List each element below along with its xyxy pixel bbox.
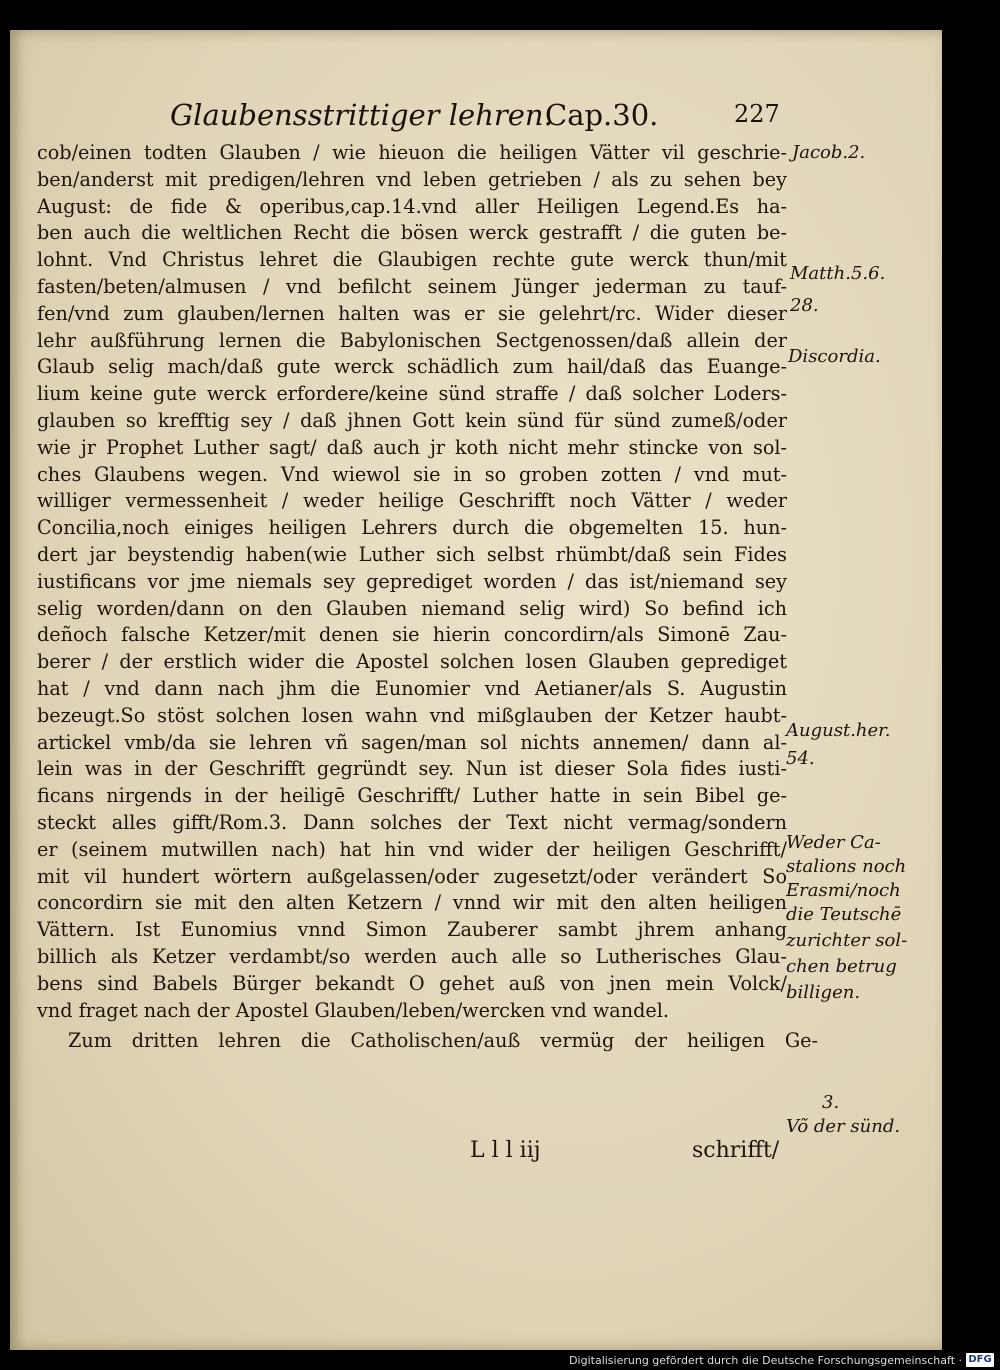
text-line: iustificans vor jme niemals sey geprediget worden / das ist/niemand sey xyxy=(37,569,787,593)
text-line: ficans nirgends in der heiligē Geschrifft/ Luther hatte in sein Bibel ge- xyxy=(37,784,787,808)
text-line: August: de fide & operibus,cap.14.vnd aller Heiligen Legend.Es ha- xyxy=(37,194,787,218)
text-line: Glaub selig mach/daß gute werck schädlich zum hail/daß das Euange- xyxy=(37,355,787,379)
text-line: ben auch die weltlichen Recht die bösen werck gestrafft / die guten be- xyxy=(37,221,787,245)
text-line: Vättern. Ist Eunomius vnnd Simon Zauberer sambt jhrem anhang xyxy=(37,918,787,942)
dfg-logo: DFG xyxy=(966,1353,994,1367)
text-line: cob/einen todten Glauben / wie hieuon die heiligen Vätter vil geschrie- xyxy=(37,141,787,164)
margin-note: zurichter sol- xyxy=(786,930,908,951)
text-line: steckt alles gifft/Rom.3. Dann solches der Text nicht vermag/sondern xyxy=(37,811,787,834)
chapter-heading: Cap.30. xyxy=(545,98,659,132)
page-header xyxy=(0,98,1000,138)
running-title: Glaubensstrittiger lehren. xyxy=(170,98,553,132)
text-line: lein was in der Geschrifft gegründt sey. Nun ist dieser Sola fides iusti- xyxy=(37,757,787,781)
margin-note: Jacob.2. xyxy=(792,142,866,163)
signature-mark: L l l iij xyxy=(470,1138,541,1163)
margin-note: 28. xyxy=(790,295,819,316)
text-line: er (seinem mutwillen nach) hat hin vnd wider der heiligen Geschrifft/ xyxy=(37,837,787,861)
margin-note: die Teutschē xyxy=(786,904,902,925)
text-line: billich als Ketzer verdambt/so werden auch alle so Lutherisches Glau- xyxy=(37,945,787,968)
margin-note: stalions noch xyxy=(786,856,907,877)
text-line: mit vil hundert wörtern außgelassen/oder zugesetzt/oder verändert So xyxy=(37,864,787,888)
text-line: wie jr Prophet Luther sagt/ daß auch jr koth nicht mehr stincke von sol- xyxy=(37,435,787,459)
margin-note: August.her. xyxy=(786,720,891,741)
text-line: glauben so krefftig sey / daß jhnen Gott kein sünd für sünd zumeß/oder xyxy=(37,409,787,432)
text-line: bezeugt.So stöst solchen losen wahn vnd mißglauben der Ketzer haubt- xyxy=(37,703,787,727)
margin-note: Võ der sünd. xyxy=(786,1116,901,1137)
text-line: Zum dritten lehren die Catholischen/auß vermüg der heiligen Ge- xyxy=(68,1029,818,1053)
margin-note: 3. xyxy=(822,1092,840,1113)
margin-note: chen betrug xyxy=(786,956,897,977)
margin-note: billigen. xyxy=(786,982,861,1003)
funding-notice: Digitalisierung gefördert durch die Deutsche Forschungsgemeinschaft · xyxy=(569,1354,962,1367)
text-line: lium keine gute werck erfordere/keine sünd straffe / daß solcher Loders- xyxy=(37,382,787,406)
catchword: schrifft/ xyxy=(692,1138,780,1163)
text-line: concordirn sie mit den alten Ketzern / vnnd wir mit den alten heiligen xyxy=(37,891,787,915)
text-line: bens sind Babels Bürger bekandt O gehet auß von jnen mein Volck/ xyxy=(37,971,787,995)
text-line: hat / vnd dann nach jhm die Eunomier vnd Aetianer/als S. Augustin xyxy=(37,677,787,700)
text-line: artickel vmb/da sie lehren vñ sagen/man sol nichts annemen/ dann al- xyxy=(37,730,787,754)
margin-note: 54. xyxy=(786,748,815,769)
margin-note: Discordia. xyxy=(788,346,881,367)
text-line: ches Glaubens wegen. Vnd wiewol sie in so groben zotten / vnd mut- xyxy=(37,462,787,486)
text-line: lehr außführung lernen die Babylonischen Sectgenossen/daß allein der xyxy=(37,328,787,352)
text-line: williger vermessenheit / weder heilige Geschrifft noch Vätter / weder xyxy=(37,489,787,513)
text-line: Concilia,noch einiges heiligen Lehrers durch die obgemelten 15. hun- xyxy=(37,516,787,540)
text-line: fasten/beten/almusen / vnd befilcht seinem Jünger jederman zu tauf- xyxy=(37,275,787,298)
text-line: vnd fraget nach der Apostel Glauben/leben/wercken vnd wandel. xyxy=(37,998,669,1022)
text-line: lohnt. Vnd Christus lehret die Glaubigen rechte gute werck thun/mit xyxy=(37,248,787,272)
text-line: selig worden/dann on den Glauben niemand selig wird) So befind ich xyxy=(37,596,787,620)
margin-note: Matth.5.6. xyxy=(790,263,886,284)
margin-note: Weder Ca- xyxy=(786,832,881,853)
text-line: berer / der erstlich wider die Apostel solchen losen Glauben geprediget xyxy=(37,650,787,674)
text-line: dert jar beystendig haben(wie Luther sich selbst rhümbt/daß sein Fides xyxy=(37,543,787,566)
page-number: 227 xyxy=(734,100,780,128)
margin-note: Erasmi/noch xyxy=(786,880,901,901)
text-line: deñoch falsche Ketzer/mit denen sie hierin concordirn/als Simonē Zau- xyxy=(37,623,787,647)
text-line: fen/vnd zum glauben/lernen halten was er sie gelehrt/rc. Wider dieser xyxy=(37,301,787,325)
text-line: ben/anderst mit predigen/lehren vnd leben getrieben / als zu sehen bey xyxy=(37,167,787,191)
